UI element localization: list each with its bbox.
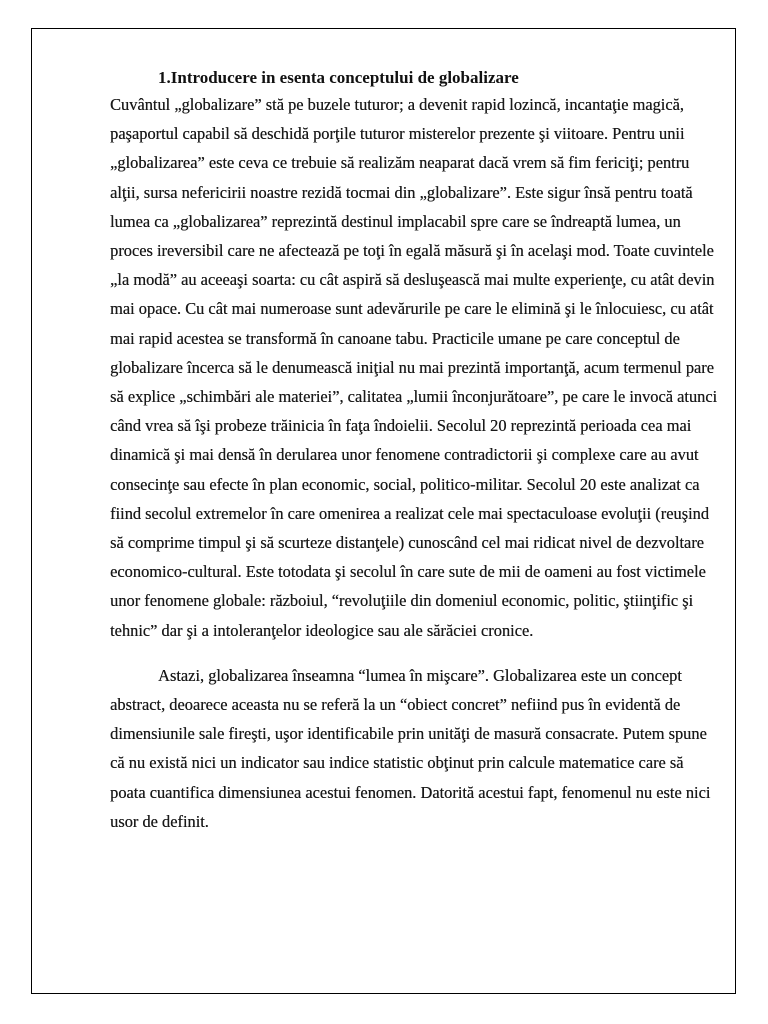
document-body [110,66,722,836]
paragraph-2: Astazi, globalizarea înseamna “lumea în mişcare”. Globalizarea este un concept abstract, deoarece aceasta nu se referă la un “obiect concret” nefiind pus în evidentă de dimensiunile sale fireşti, uşor identificabile prin unităţi de masură consacrate. Putem spune că nu există nici un indicator sau indice statistic obţinut prin calcule matematice care să poata cuantifica dimensiunea acestui fenomen. Datorită acestui fapt, fenomenul nu este nici usor de definit. [110,665,711,831]
section-heading: 1.Introducere in esenta conceptului de globalizare [158,68,519,87]
paragraph-1: Cuvântul „globalizare” stă pe buzele tuturor; a devenit rapid lozincă, incantaţie magică, paşaportul capabil să deschidă porţile tuturor misterelor prezente şi viitoare. Pentru unii „globalizarea” este ceva ce trebuie să realizăm neaparat dacă vrem să fim fericiţi; pentru alţii, sursa nefericirii noastre rezidă tocmai din „globalizare”. Este sigur însă pentru toată lumea ca „globalizarea” reprezintă destinul implacabil spre care se îndreaptă lumea, un proces ireversibil care ne afectează pe toţi în egală măsură şi în acelaşi mod. Toate cuvintele „la modă” au aceeaşi soarta: cu cât aspiră să desluşească mai multe experienţe, cu atât devin mai opace. Cu cât mai numeroase sunt adevărurile pe care le elimină şi le înlocuiesc, cu atât mai rapid acestea se transformă în canoane tabu. Practicile umane pe care conceptul de globalizare încerca să le denumească iniţial nu mai prezintă importanţă, acum termenul pare să explice „schimbări ale materiei”, calitatea „lumii înconjurătoare”, pe care le invocă atunci când vrea să îşi probeze trăinicia în faţa îndoielii. Secolul 20 reprezintă perioada cea mai dinamică şi mai densă în derularea unor fenomene contradictorii şi complexe care au avut consecinţe sau efecte în plan economic, social, politico-militar. Secolul 20 este analizat ca fiind secolul extremelor în care omenirea a realizat cele mai spectaculoase evoluţii (reuşind să comprime timpul şi să scurteze distanţele) cunoscând cel mai ridicat nivel de dezvoltare economico-cultural. Este totodata şi secolul în care sute de mii de oameni au fost victimele unor fenomene globale: războiul, “revoluţiile din domeniul economic, politic, ştiinţific şi tehnic” dar şi a intoleranţelor ideologice sau ale sărăciei cronice. [110,95,718,640]
